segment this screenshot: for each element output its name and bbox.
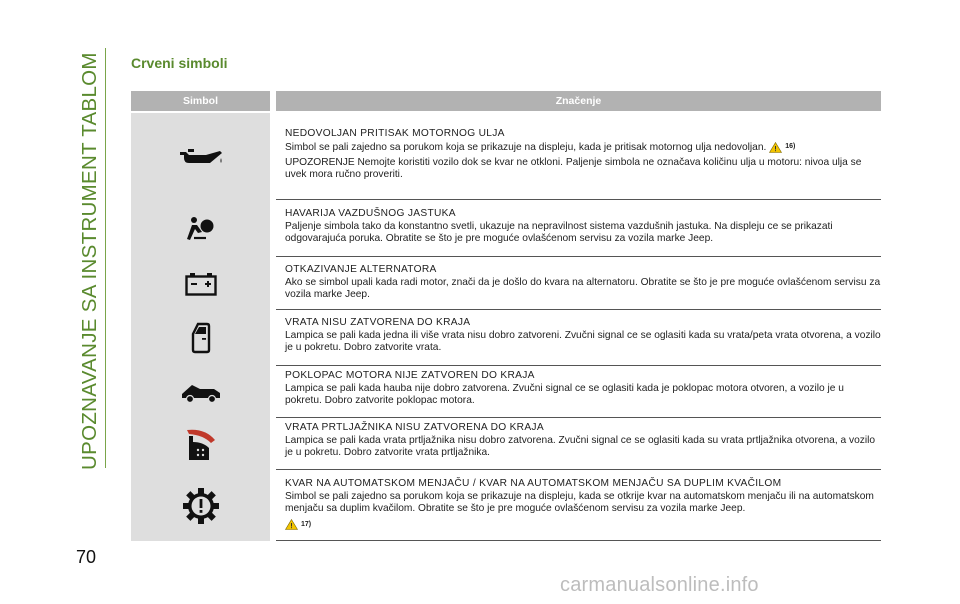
- row-heading: HAVARIJA VAZDUŠNOG JASTUKA: [285, 208, 456, 219]
- hood-open-icon: [180, 381, 222, 403]
- row-heading: NEDOVOLJAN PRITISAK MOTORNOG ULJA: [285, 128, 505, 139]
- symbol-cell: [131, 366, 270, 418]
- meaning-cell: [285, 317, 881, 355]
- transmission-fault-icon: [182, 487, 220, 525]
- battery-icon: [185, 272, 217, 296]
- symbol-cell: [131, 470, 270, 541]
- section-title: Crveni simboli: [131, 55, 228, 71]
- row-heading: VRATA NISU ZATVORENA DO KRAJA: [285, 317, 471, 328]
- row-text: Lampica se pali kada jedna ili više vrata nisu dobro zatvoreni. Zvučni signal ce se oglasiti kada su vrata/peta vrata otvorena, a vozilo je u pokretu. Dobro zatvorite vrata.: [285, 330, 881, 354]
- meaning-cell: [285, 264, 881, 302]
- meaning-cell: [285, 370, 881, 408]
- row-text: Simbol se pali zajedno sa porukom koja se prikazuje na displeju, kada je pritisak motornog ulja nedovoljan.: [285, 142, 767, 153]
- symbol-cell: [131, 418, 270, 470]
- row-heading: KVAR NA AUTOMATSKOM MENJAČU / KVAR NA AUTOMATSKOM MENJAČU SA DUPLIM KVAČILOM: [285, 478, 782, 489]
- table-row: [131, 470, 881, 541]
- warning-triangle-icon: [769, 142, 782, 153]
- row-text: Paljenje simbola tako da konstantno svetli, ukazuje na nepravilnost sistema vazdušnih jastuka. Na displeju ce se prikazati odgovarajuća poruka. Obratite se što je pre moguće ovlašćenom servisu za vozila marke Jeep.: [285, 221, 833, 245]
- row-heading: VRATA PRTLJAŽNIKA NISU ZATVORENA DO KRAJA: [285, 422, 544, 433]
- row-heading: OTKAZIVANJE ALTERNATORA: [285, 264, 437, 275]
- side-chapter-title: UPOZNAVANJE SA INSTRUMENT TABLOM: [78, 52, 101, 470]
- oil-can-icon: [176, 146, 226, 168]
- airbag-icon: [186, 216, 216, 242]
- row-text: Ako se simbol upali kada radi motor, znači da je došlo do kvara na alternatoru. Obratite se što je pre moguće ovlašćenom servisu za vozila marke Jeep.: [285, 277, 881, 301]
- warning-triangle-icon: [285, 519, 298, 530]
- meaning-cell: [285, 478, 881, 532]
- row-text: Lampica se pali kada vrata prtljažnika nisu dobro zatvorena. Zvučni signal ce se oglasiti kada su vrata prtljažnika otvorena, a vozilo je u pokretu. Dobro zatvorite vrata prtljažnika.: [285, 435, 876, 459]
- warning-reference: [285, 519, 311, 531]
- table-row: [131, 418, 881, 470]
- symbol-cell: [131, 113, 270, 200]
- meaning-cell: [285, 422, 881, 460]
- door-open-icon: [191, 322, 211, 354]
- symbol-cell: [131, 310, 270, 366]
- meaning-cell: [285, 128, 881, 182]
- row-text: Simbol se pali zajedno sa porukom koja se prikazuje na displeju, kada se otkrije kvar na automatskom menjaču ili na automatskom menjaču sa duplim kvačilom. Obratite se što je pre moguće ovlašćenom servisu za vozila marke Jeep.: [285, 491, 874, 515]
- warning-reference: [769, 141, 795, 153]
- liftgate-open-icon: [185, 426, 217, 462]
- row-heading: POKLOPAC MOTORA NIJE ZATVOREN DO KRAJA: [285, 370, 535, 381]
- warning-ref-number: 17): [301, 520, 312, 528]
- page-number: 70: [76, 547, 97, 567]
- column-header-symbol: Simbol: [131, 91, 270, 111]
- table-row: [131, 257, 881, 310]
- watermark: carmanualsonline.info: [560, 574, 759, 596]
- table-row: [131, 310, 881, 366]
- side-divider-line: [105, 48, 106, 468]
- row-text-warning: UPOZORENJE Nemojte koristiti vozilo dok se kvar ne otkloni. Paljenje simbola ne označava količinu ulja u motoru: nivoa ulja se uvek mora ručno proveriti.: [285, 157, 862, 181]
- symbol-cell: [131, 200, 270, 257]
- symbol-cell: [131, 257, 270, 310]
- meaning-cell: [285, 208, 881, 246]
- row-text: Lampica se pali kada hauba nije dobro zatvorena. Zvučni signal ce se oglasiti kada je poklopac motora otvoren, a vozilo je u pokretu. Dobro zatvorite poklopac motora.: [285, 383, 844, 407]
- table-row: [131, 200, 881, 257]
- row-divider: [276, 540, 881, 541]
- table-row: [131, 113, 881, 200]
- column-header-meaning: Značenje: [276, 91, 881, 111]
- table-row: [131, 366, 881, 418]
- warning-ref-number: 16): [785, 143, 796, 151]
